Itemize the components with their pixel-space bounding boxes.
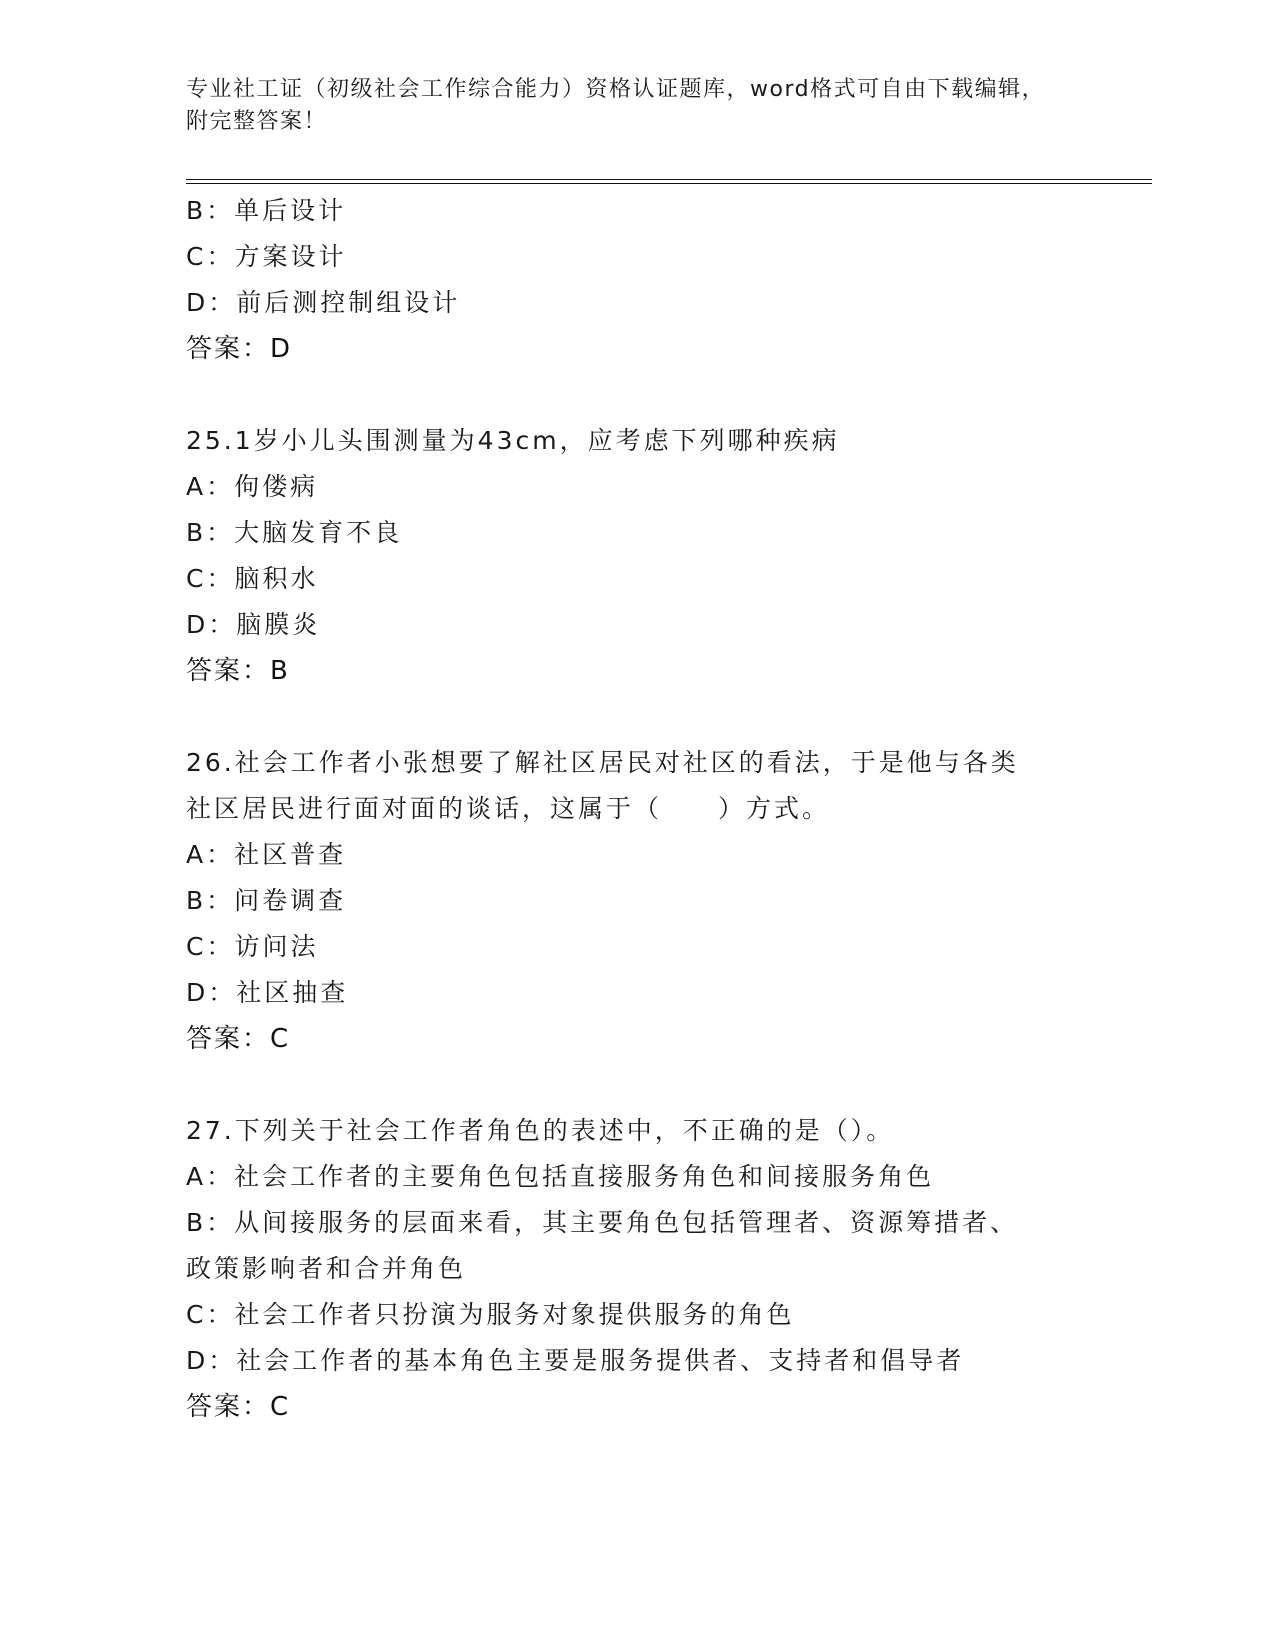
option-d: D：社区抽查 [186, 978, 349, 1007]
header-divider [186, 179, 1152, 180]
spacer [186, 1062, 1086, 1108]
previous-question-block [186, 188, 1086, 372]
option-d: D：社会工作者的基本角色主要是服务提供者、支持者和倡导者 [186, 1346, 965, 1375]
option-b: B：单后设计 [186, 196, 347, 225]
answer-line: 答案：D [186, 334, 293, 364]
option-a: A：佝偻病 [186, 472, 319, 501]
question-27 [186, 1108, 1086, 1430]
header-divider [186, 183, 1152, 184]
question-stem: 25.1岁小儿头围测量为43cm，应考虑下列哪种疾病 [186, 426, 840, 455]
question-25 [186, 418, 1086, 694]
question-content [186, 188, 1086, 1430]
question-stem: 26.社会工作者小张想要了解社区居民对社区的看法，于是他与各类社区居民进行面对面的谈话，这属于（ ）方式。 [186, 748, 1019, 823]
option-c: C：社会工作者只扮演为服务对象提供服务的角色 [186, 1300, 795, 1329]
question-26 [186, 740, 1086, 1062]
option-b: B：问卷调查 [186, 886, 347, 915]
option-a: A：社区普查 [186, 840, 347, 869]
option-c: C：方案设计 [186, 242, 347, 271]
spacer [186, 694, 1086, 740]
option-c: C：脑积水 [186, 564, 319, 593]
option-b: B：大脑发育不良 [186, 518, 403, 547]
answer-line: 答案：C [186, 1024, 291, 1054]
answer-line: 答案：C [186, 1392, 291, 1422]
option-a: A：社会工作者的主要角色包括直接服务角色和间接服务角色 [186, 1162, 935, 1191]
option-b: B：从间接服务的层面来看，其主要角色包括管理者、资源筹措者、政策影响者和合并角色 [186, 1208, 1019, 1283]
question-stem: 27.下列关于社会工作者角色的表述中，不正确的是（）。 [186, 1116, 895, 1145]
document-header: 专业社工证（初级社会工作综合能力）资格认证题库，word格式可自由下载编辑，附完整答案！ [186, 77, 1046, 134]
answer-line: 答案：B [186, 656, 290, 686]
option-d: D：前后测控制组设计 [186, 288, 461, 317]
option-c: C：访问法 [186, 932, 319, 961]
spacer [186, 372, 1086, 418]
option-d: D：脑膜炎 [186, 610, 321, 639]
